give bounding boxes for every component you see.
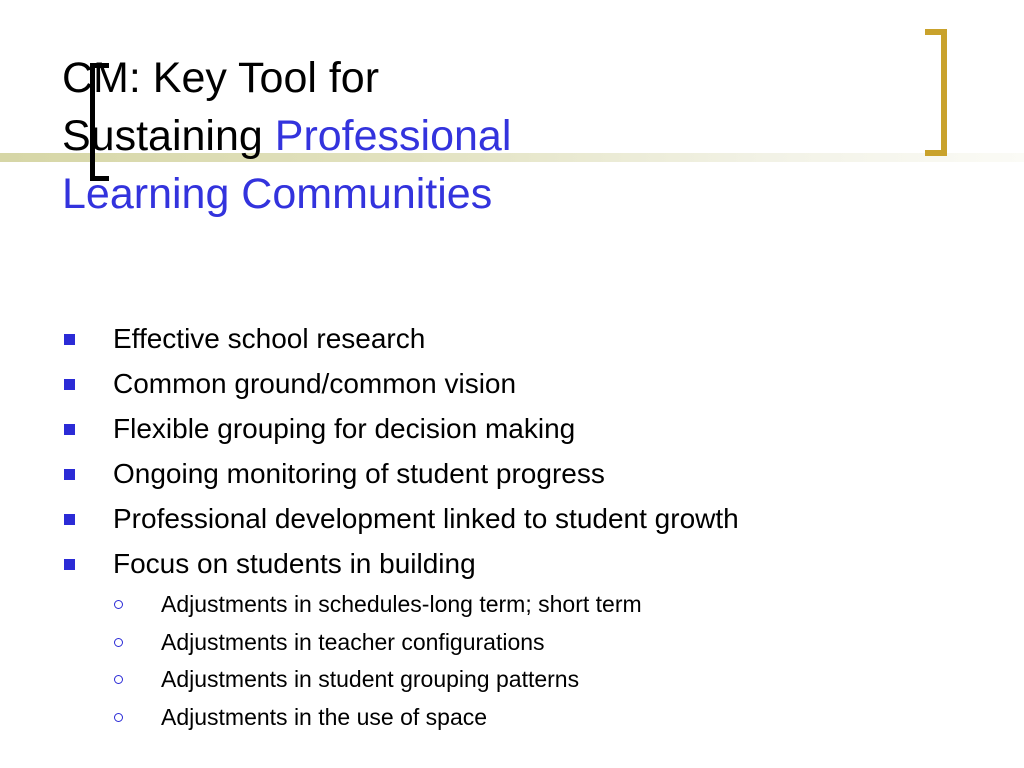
- right-bracket-top-serif: [925, 29, 947, 35]
- bullet-text: Effective school research: [113, 323, 426, 354]
- sub-bullet-item: [0, 699, 1024, 737]
- bullet-item: [0, 361, 1024, 406]
- square-bullet-icon: [64, 559, 75, 570]
- bullet-list: [0, 316, 1024, 736]
- bullet-item: [0, 541, 1024, 586]
- slide-title: [62, 49, 511, 223]
- bullet-text: Common ground/common vision: [113, 368, 517, 399]
- square-bullet-icon: [64, 334, 75, 345]
- title-line-2-accent: Professional: [274, 112, 512, 160]
- square-bullet-icon: [64, 379, 75, 390]
- sub-bullet-item: [0, 586, 1024, 624]
- right-bracket-stem: [941, 29, 947, 156]
- circle-bullet-icon: [114, 713, 123, 722]
- square-bullet-icon: [64, 469, 75, 480]
- title-line-3-accent: Learning Communities: [62, 170, 493, 218]
- sub-bullet-item: [0, 624, 1024, 662]
- title-line-2-plain: Sustaining: [62, 112, 275, 160]
- bullet-item: [0, 406, 1024, 451]
- sub-bullet-text: Adjustments in student grouping patterns: [161, 666, 580, 692]
- circle-bullet-icon: [114, 675, 123, 684]
- right-bracket-bottom-serif: [925, 150, 947, 156]
- circle-bullet-icon: [114, 600, 123, 609]
- bullet-item: [0, 316, 1024, 361]
- sub-bullet-text: Adjustments in the use of space: [161, 703, 488, 730]
- sub-bullet-item: [0, 661, 1024, 699]
- right-bracket-decoration: [925, 29, 947, 156]
- title-line-1: CM: Key Tool for: [62, 54, 380, 102]
- square-bullet-icon: [64, 514, 75, 525]
- square-bullet-icon: [64, 424, 75, 435]
- bullet-item: [0, 496, 1024, 541]
- bullet-text: Flexible grouping for decision making: [113, 413, 576, 444]
- bullet-text: Focus on students in building: [113, 548, 476, 579]
- bullet-text: Professional development linked to student growth: [113, 503, 739, 534]
- bullet-item: [0, 451, 1024, 496]
- sub-bullet-text: Adjustments in teacher configurations: [161, 628, 545, 655]
- bullet-text: Ongoing monitoring of student progress: [113, 458, 605, 489]
- circle-bullet-icon: [114, 638, 123, 647]
- sub-bullet-text: Adjustments in schedules-long term; short term: [161, 591, 642, 617]
